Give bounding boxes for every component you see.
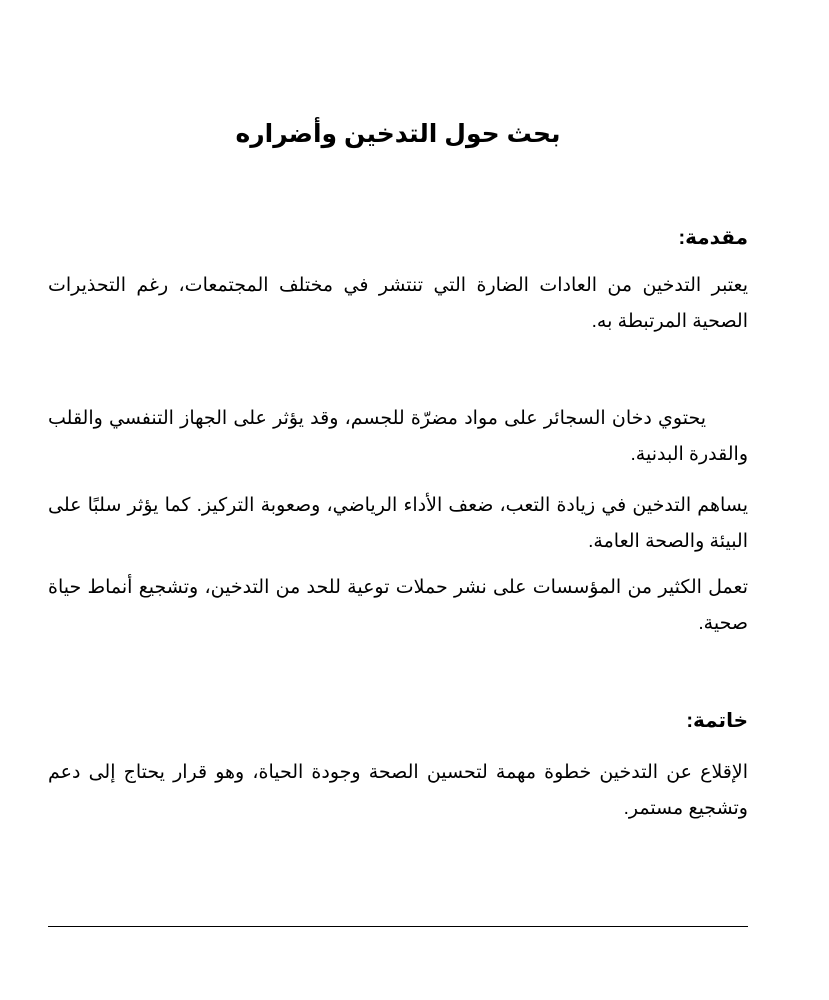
body-paragraph-3: تعمل الكثير من المؤسسات على نشر حملات توعية للحد من التدخين، وتشجيع أنماط حياة صحية. [48,577,748,634]
body-paragraph-1: يحتوي دخان السجائر على مواد مضرّة للجسم، وقد يؤثر على الجهاز التنفسي والقلب والقدرة البدنية. [48,408,748,465]
document-title: بحث حول التدخين وأضراره [235,120,561,148]
conclusion-paragraph: الإقلاع عن التدخين خطوة مهمة لتحسين الصحة وجودة الحياة، وهو قرار يحتاج إلى دعم وتشجيع مستمر. [48,762,748,819]
intro-heading: مقدمة: [678,227,748,249]
conclusion-heading: خاتمة: [686,710,748,732]
intro-paragraph: يعتبر التدخين من العادات الضارة التي تنتشر في مختلف المجتمعات، رغم التحذيرات الصحية المرتبطة به. [48,275,748,332]
body-paragraph-2: يساهم التدخين في زيادة التعب، ضعف الأداء الرياضي، وصعوبة التركيز. كما يؤثر سلبًا على البيئة والصحة العامة. [48,495,748,552]
footer-divider [48,926,748,927]
